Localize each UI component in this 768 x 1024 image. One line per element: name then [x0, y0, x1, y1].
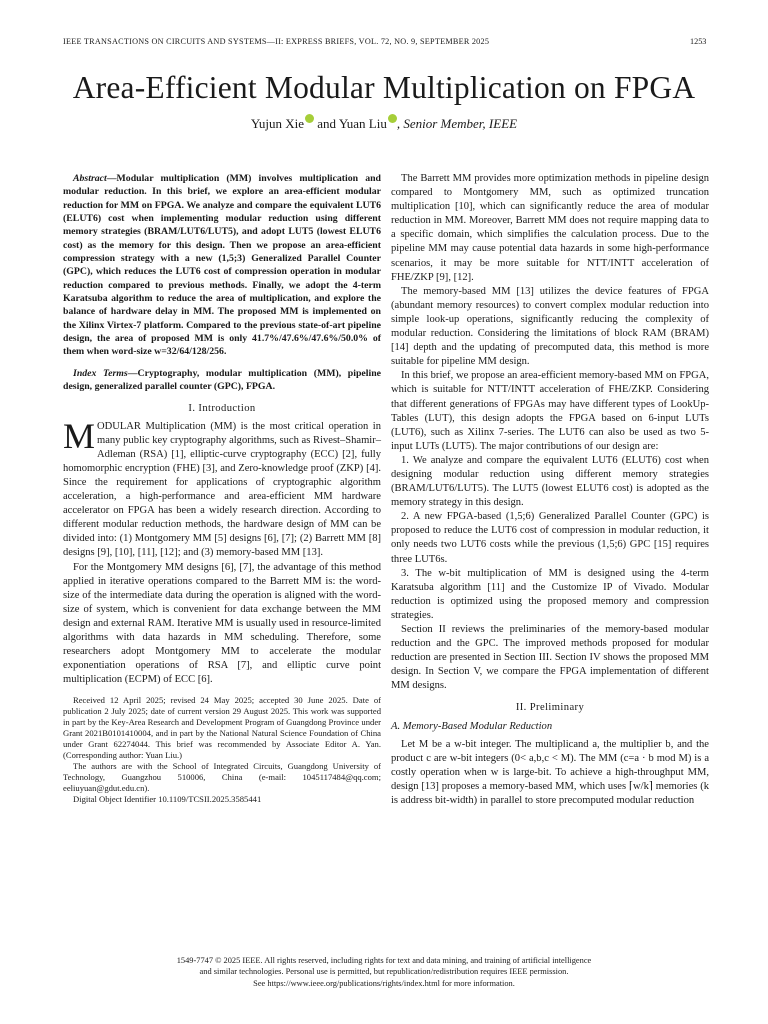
orcid-icon[interactable] — [388, 114, 397, 123]
footnote-affiliation: The authors are with the School of Integrated Circuits, Guangdong University of Technology, Guangzhou 510006, China (e-mail: 1045117484@qq.com; eeliuyuan@gdut.edu.cn). — [63, 761, 381, 794]
footer-rights-link[interactable]: See https://www.ieee.org/publications/rights/index.html for more information. — [253, 978, 515, 988]
paragraph: Section II reviews the preliminaries of the memory-based modular reduction and the GPC. The improved methods proposed for modular reduction are presented in Section III. Section IV shows the proposed MM design. In Section V, we compare the FPGA implementation of different MM designs. — [391, 624, 709, 692]
running-header: IEEE TRANSACTIONS ON CIRCUITS AND SYSTEMS—II: EXPRESS BRIEFS, VOL. 72, NO. 9, SEPTEMBER 2025 — [63, 37, 490, 46]
contribution-1: 1. We analyze and compare the equivalent LUT6 (ELUT6) cost when designing modular reduction using different memory strategies (BRAM/LUT6/LUT5). The LUT5 (lowest ELUT6 cost) is adopted as the memory strategy in this design. — [391, 454, 709, 509]
section-heading-preliminary: II. Preliminary — [515, 702, 585, 714]
footnote-received: Received 12 April 2025; revised 24 May 2025; accepted 30 June 2025. Date of publication 2 July 2025; date of current version 29 August 2025. This work was supported in part by the Key-Area Research and Development Program of Guangdong Province under Grant 2021B0101410004, and in part by the National Natural Science Foundation of China under Grant 62274044. This brief was recommended by Associate Editor A. Yan. (Corresponding author: Yuan Liu.) — [63, 695, 381, 761]
page-number: 1253 — [690, 37, 707, 46]
footnote-doi[interactable]: Digital Object Identifier 10.1109/TCSII.2025.3585441 — [73, 794, 262, 805]
abstract-text: —Modular multiplication (MM) involves multiplication and modular reduction. In this brief, we explore an area-efficient modular reduction for MM on FPGA. We analyze and compare the equivalent LUT6 (ELUT6) cost when implementing modular reduction using different memory strategies (BRAM/LUT6/LUT5), and adopt LUT5 (lowest ELUT6 cost) as the memory for this design. Then we propose an area-efficient compression strategy with a new (1,5;3) Generalized Parallel Counter (GPC), which reduces the LUT6 cost of compression operation in modular reduction compared to previous methods. Finally, we adopt the 4-term Karatsuba algorithm to reduce the area of multiplication, and explore the balance of hardware delay in MM. The proposed MM is implemented on the Xilinx Virtex-7 platform. Compared to the previous state-of-art pipeline design, the area of proposed MM is only 41.7%/47.6%/47.6%/50.0% of them when word-size w=32/64/128/256. — [63, 173, 381, 358]
paragraph: Let M be a w-bit integer. The multiplicand a, the multiplier b, and the product c are w-bit integers (0< a,b,c < M). The MM (c=a · b mod M) is a costly operation when w is large-bit. To achieve a high-throughput MM, design [13] proposes a memory-based MM, which uses ⌈w/k⌉ memories (k is address bit-width) in parallel to store precomputed modular reduction — [391, 738, 709, 807]
footer-line: 1549-7747 © 2025 IEEE. All rights reserved, including rights for text and data mining, and training of artificial intelligence — [176, 956, 592, 965]
subsection-heading: A. Memory-Based Modular Reduction — [391, 720, 553, 732]
index-terms-text: —Cryptography, modular multiplication (MM), pipeline design, generalized parallel counter (GPC), FPGA. — [63, 367, 381, 393]
paragraph: The memory-based MM [13] utilizes the device features of FPGA (abundant memory resources) to convert complex modular reduction into simple look-up operations, significantly reducing the complexity of modular reduction. Considering the limitations of block RAM (BRAM) [14] depth and the updating of precomputed data, this method is more suitable for pipeline MM design. — [391, 285, 709, 368]
abstract-label: Abstract — [73, 173, 107, 184]
author-name: Yujun Xie — [250, 116, 305, 131]
drop-cap: M — [63, 415, 96, 456]
orcid-icon[interactable] — [305, 114, 314, 123]
contribution-2: 2. A new FPGA-based (1,5;6) Generalized Parallel Counter (GPC) is proposed to reduce the LUT6 cost of compression in modular reduction, it only needs two LUT6 costs while the previous (1,5;6) GPC [15] requires three LUT6s. — [391, 511, 709, 565]
contribution-3: 3. The w-bit multiplication of MM is designed using the 4-term Karatsuba algorithm [11] and the Customize IP of Vivado. Modular reduction is optimized using the proposed memory and compression strategies. — [391, 567, 709, 621]
index-terms — [63, 367, 381, 394]
footer-line: and similar technologies. Personal use is permitted, but republication/redistribution requires IEEE permission. — [199, 967, 569, 977]
author-line — [0, 116, 768, 132]
paragraph: In this brief, we propose an area-efficient memory-based MM on FPGA, which is suitable for NTT/INTT acceleration of FHE/ZKP. Considering that different generations of FPGAs may have different types of LookUp-Tables (LUT), this design adopts the FPGA based on 6-input LUTs (LUT6), such as Xilinx 7-series. The LUT6 can also be used as two 5-input LUTs (LUT5). The major contributions of our design are: — [391, 370, 709, 452]
abstract — [63, 172, 381, 359]
index-terms-label: Index Terms — [73, 367, 128, 379]
author-name: Yuan Liu — [338, 116, 387, 131]
paper-title: Area-Efficient Modular Multiplication on FPGA — [72, 70, 696, 105]
author-affiliation-title: , Senior Member, IEEE — [396, 116, 518, 131]
intro-paragraph-1: MODULAR Multiplication (MM) is the most critical operation in many public key cryptography algorithms, such as Rivest–Shamir–Adleman (RSA) [1], elliptic-curve cryptography (ECC) [2], fully homomorphic encryption (FHE) [3], and Zero-knowledge proof (ZKP) [4]. Since the requirement for applications of cryptographic algorithm acceleration, a high-performance and area-efficient MM hardware accelerator on FPGA has been a widely research direction. According to different modular reduction methods, the hardware design of MM can be divided into: (1) Montgomery MM [5] designs [6], [7]; (2) Barrett MM [8] designs [9], [10], [11], [12]; and (3) memory-based MM [13]. — [63, 415, 381, 559]
author-conjunction: and — [317, 116, 337, 131]
paragraph: The Barrett MM provides more optimization methods in pipeline design compared to Montgomery MM, such as optimized truncation multiplication [10], which can significantly reduce the area of modular reduction in MM. Moreover, Barrett MM does not require mapping data to a specific domain, which simplifies the calculation process. Due to the pipeline MM may cause potential data hazards in some high-performance scenarios, it may be more suitable for NTT/INTT acceleration of FHE/ZKP [9], [12]. — [391, 173, 709, 283]
copyright-footer — [0, 955, 768, 989]
left-column — [63, 172, 381, 805]
right-column — [391, 172, 709, 808]
section-heading-introduction: I. Introduction — [188, 402, 256, 414]
intro-paragraph-2: For the Montgomery MM designs [6], [7], the advantage of this method applied in iterative operations compared to the Barrett MM is: the word-size of the intermediate data during the operation is aligned with the word-size of system, which is convenient for data exchange between the MM design and external RAM. Iterative MM is usually used in resource-limited algorithms with data hazards in MM scheduling. Therefore, some researchers adopt Montgomery MM to accelerate the modular exponentiation operations of RSA [7], and elliptic curve point multiplication (ECPM) of ECC [6]. — [63, 561, 381, 686]
